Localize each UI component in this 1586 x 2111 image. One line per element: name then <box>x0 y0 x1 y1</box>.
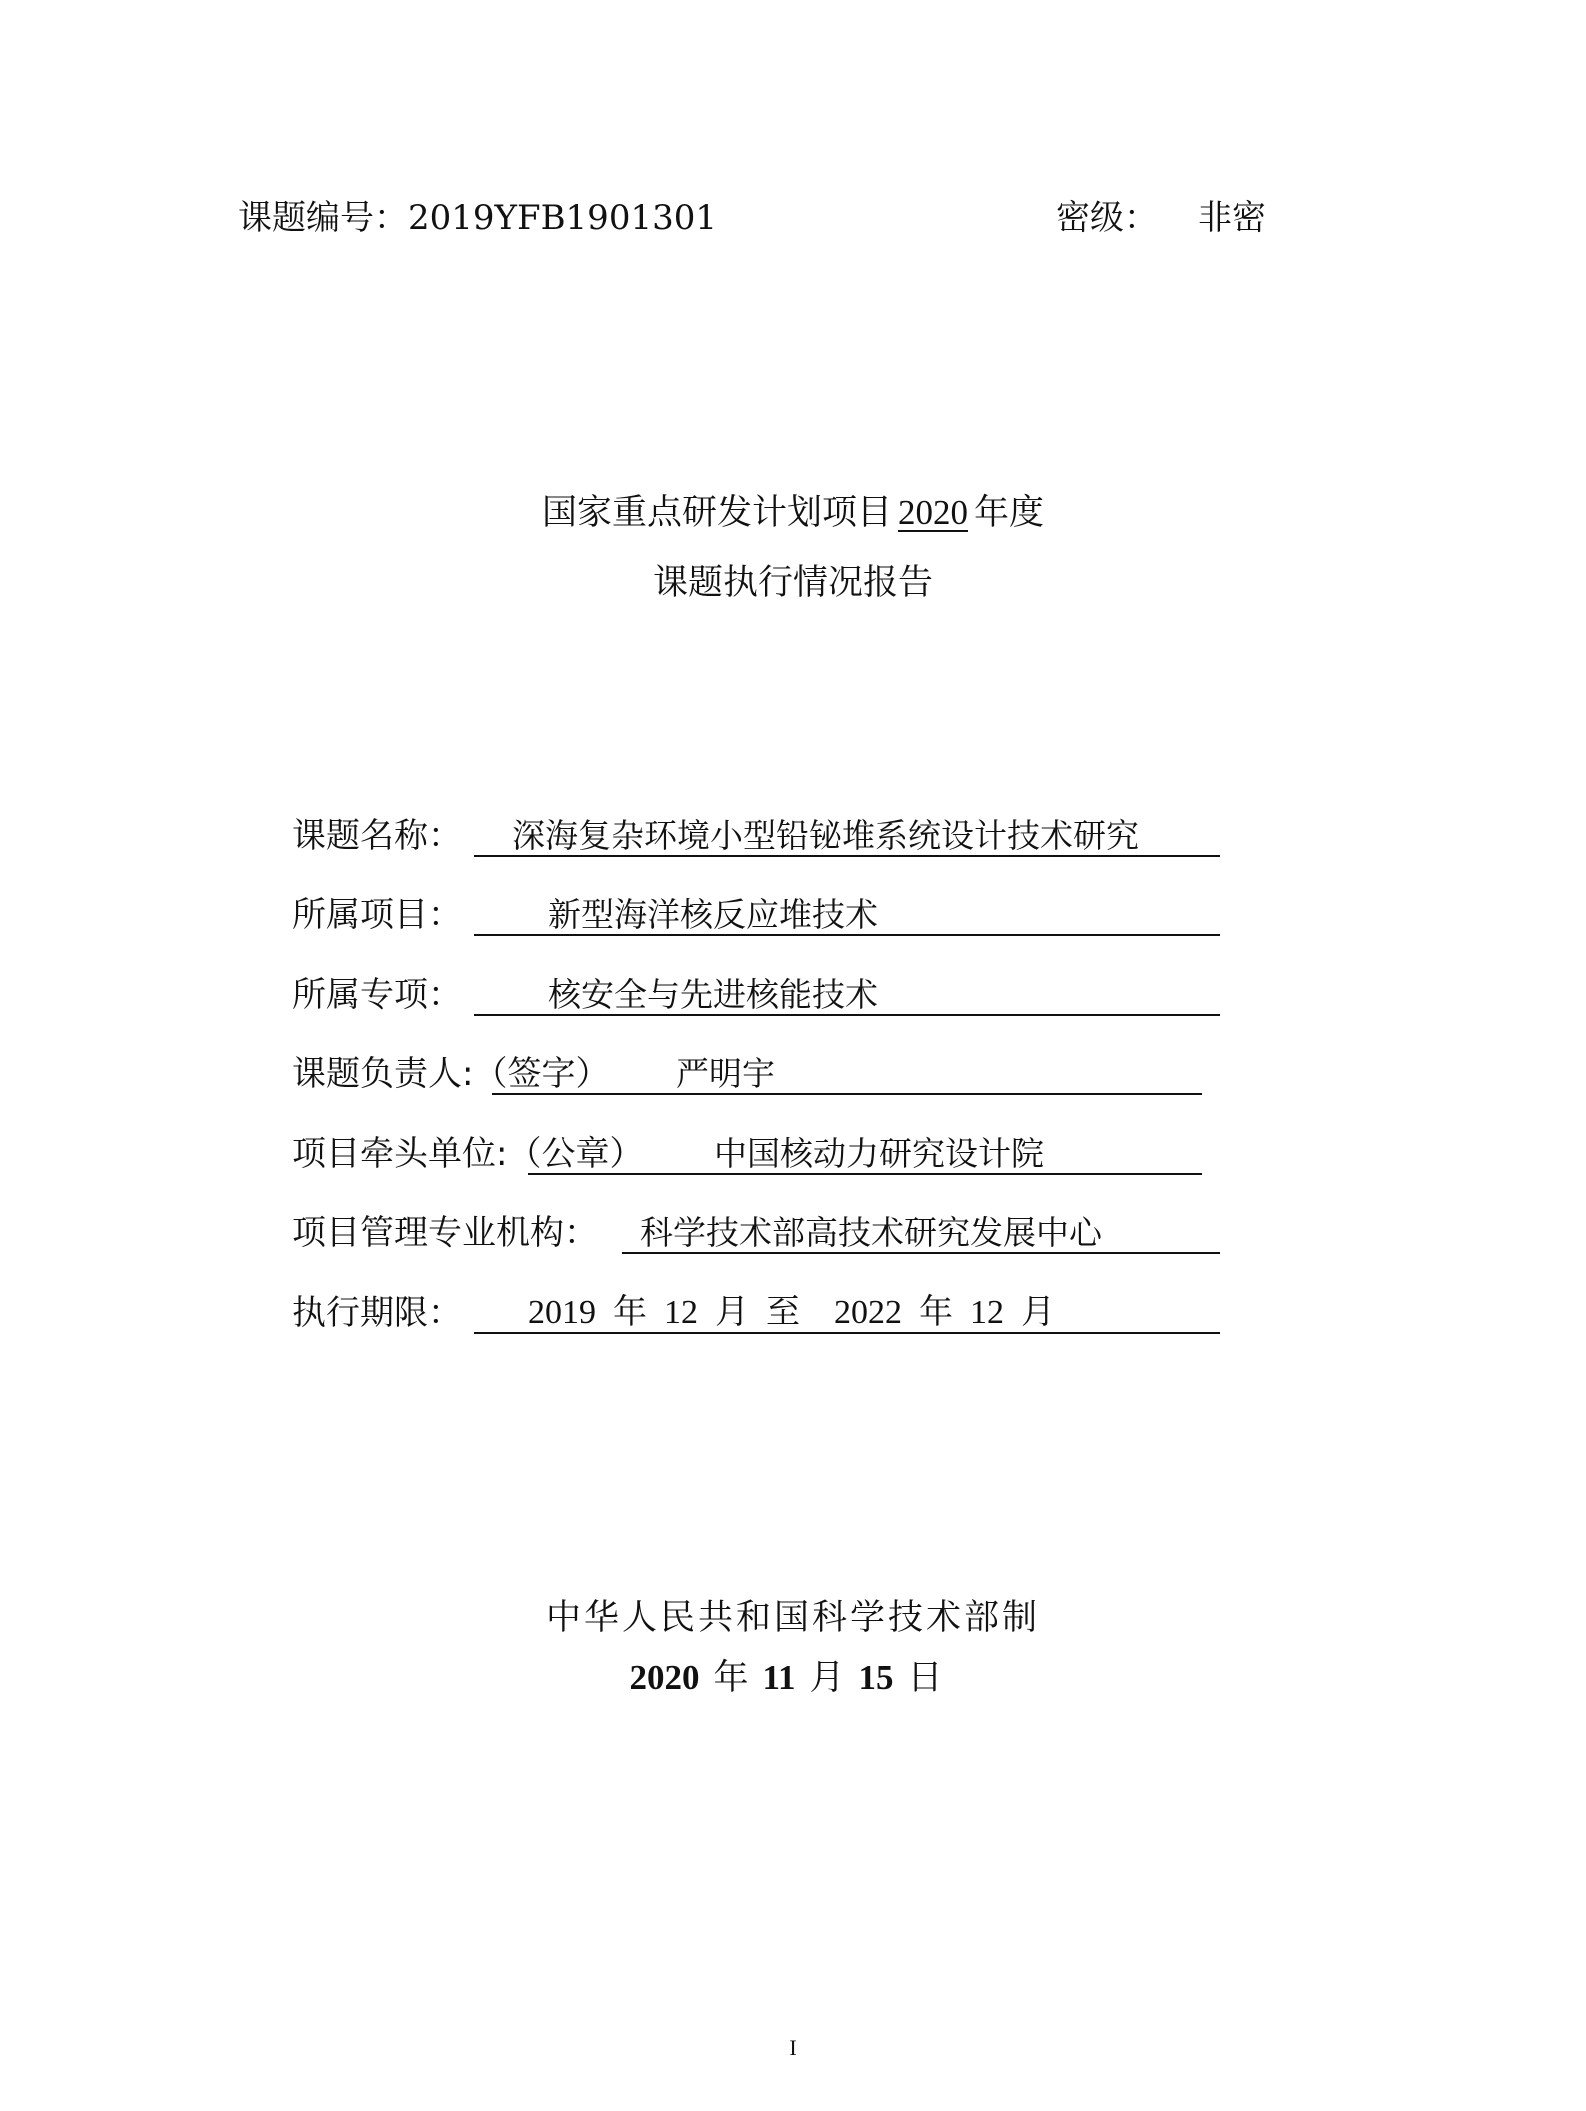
field-label: 项目牵头单位:（公章） <box>292 1134 644 1174</box>
security-level <box>1056 196 1266 240</box>
field-value: 2019 年 12 月 至 2022 年 12 月 <box>528 1294 1055 1331</box>
security-level-value: 非密 <box>1198 198 1266 238</box>
month-unit: 月 <box>809 1658 845 1698</box>
security-level-label: 密级： <box>1056 198 1158 238</box>
issue-day: 15 <box>858 1658 894 1697</box>
report-title-line2: 课题执行情况报告 <box>652 563 933 603</box>
field-value: 中国核动力研究设计院 <box>714 1134 1044 1173</box>
field-value: 深海复杂环境小型铅铋堆系统设计技术研究 <box>512 816 1139 855</box>
title-suffix: 年度 <box>974 493 1045 533</box>
field-label: 所属专项： <box>292 975 462 1015</box>
field-value: 核安全与先进核能技术 <box>548 975 878 1014</box>
issue-month: 11 <box>762 1658 796 1697</box>
field-label: 项目管理专业机构： <box>292 1213 598 1253</box>
page-number: I <box>789 2035 797 2060</box>
year-unit: 年 <box>713 1658 749 1698</box>
underline <box>492 1093 1202 1095</box>
day-unit: 日 <box>907 1658 943 1698</box>
title-prefix: 国家重点研发计划项目 <box>541 493 892 533</box>
field-value: 严明宇 <box>676 1054 775 1093</box>
issuer: 中华人民共和国科学技术部制 <box>545 1598 1040 1638</box>
field-label: 执行期限： <box>292 1293 462 1333</box>
issue-year: 2020 <box>629 1658 700 1697</box>
report-title-line1 <box>0 490 1586 536</box>
field-label: 课题名称： <box>292 816 462 856</box>
project-number-value: 2019YFB1901301 <box>408 198 717 238</box>
project-number <box>238 196 717 240</box>
project-number-label: 课题编号： <box>238 198 408 238</box>
issue-date <box>0 1655 1586 1701</box>
field-value: 科学技术部高技术研究发展中心 <box>640 1213 1102 1252</box>
field-value: 新型海洋核反应堆技术 <box>548 895 878 934</box>
title-year: 2020 <box>898 493 968 532</box>
field-label: 课题负责人:（签字） <box>292 1054 610 1094</box>
field-label: 所属项目： <box>292 895 462 935</box>
